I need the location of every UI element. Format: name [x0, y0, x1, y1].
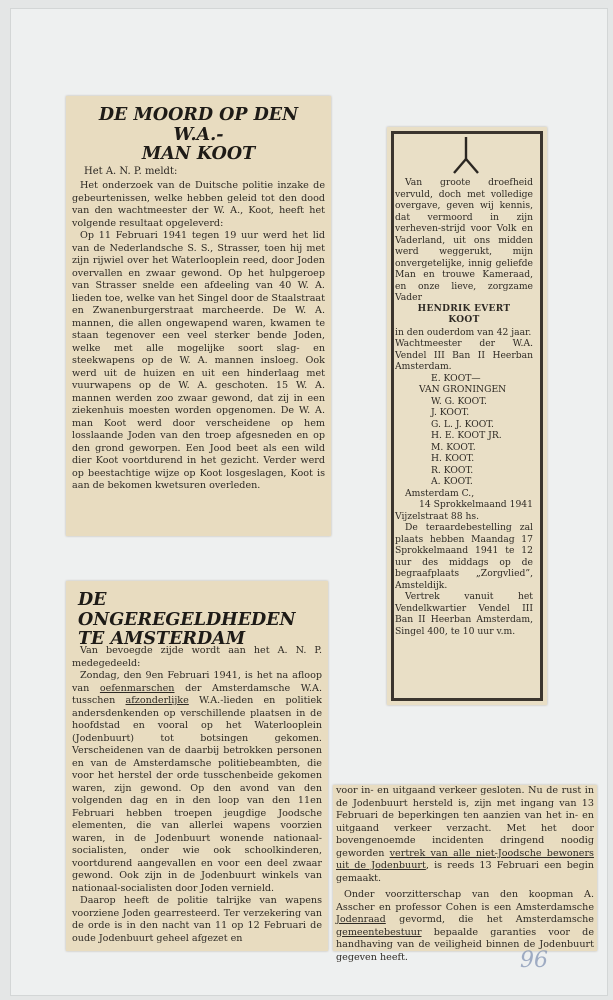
text-run: voor in- en uitgaand verkeer gesloten. Nu de rust in de Jodenbuurt hersteld is, zijn met ingang van 13 Februari de beperkingen ten aanzien van het in- en uitgaand verkeer verzacht. Met het door bovengenoemde incidenten dringend noodig geworden — [336, 785, 594, 859]
obituary-notice — [387, 127, 547, 705]
underlined-text: afzonderlijke — [125, 695, 189, 706]
name-line-2: KOOT — [448, 315, 480, 325]
family-member: E. KOOT— — [431, 372, 481, 384]
clipping1-paragraph: Op 11 Februari 1941 tegen 19 uur werd het lid van de Nederlandsche S. S., Strasser, toen hij met zijn rijwiel over het Waterlooplein reed, door Joden overvallen en zwaar gewond. Op het hulpgeroep van Strasser snelde een afdeeling van 40 W. A. lieden toe, welke van het Singel door de Staalstraat en Zwanenburgerstraat marcheerde. De W. A. mannen, die allen ongewapend waren, kwamen te staan tegenover een veel sterker bende Joden, welke met alle mogelijke soort slag- en steekwapens op de W. A. mannen insloeg. Ook werd uit de huizen en uit een hinderlaag met vuurwapens op de W. A. geschoten. 15 W. A. mannen werden zoo zwaar gewond, dat zij in een ziekenhuis moesten worden opgenomen. De W. A. man Koot werd door verscheidene op hem losslaande Joden van den troep afgesneden en op den grond geworpen. Een Jood beet als een wild dier Koot voortdurend in het gezicht. Verder werd op beestachtige wijze op Koot losgeslagen, Koot is aan de bekomen kwetsuren overleden. — [72, 230, 325, 491]
clipping2-headline — [72, 591, 322, 650]
text-run: bepaalde garanties voor de handhaving van de veiligheid binnen de Jodenbuurt gegeven heeft. — [336, 926, 594, 963]
clipping2-paragraph-2: Daarop heeft de politie talrijke van wapens voorziene Joden gearresteerd. Ter verzekering van de orde is in den nacht van 11 op 12 Februari de oude Jodenbuurt geheel afgezet en — [72, 895, 322, 944]
headline-line-1: DE MOORD OP DEN W.A.- — [98, 105, 299, 145]
headline-line-2: MAN KOOT — [141, 144, 256, 165]
text-run: gevormd, die het Amsterdamsche — [385, 914, 594, 925]
clipping3-body — [336, 785, 594, 964]
archive-stamp — [515, 949, 553, 989]
clipping2-body — [72, 645, 322, 945]
family-member: W. G. KOOT. — [431, 395, 487, 407]
obituary-address: Vijzelstraat 88 hs. — [395, 510, 480, 522]
life-rune-icon — [449, 133, 483, 177]
family-member: VAN GRONINGEN — [419, 384, 507, 395]
clipping2-paragraph-1 — [72, 670, 322, 895]
obituary-funeral: De teraardebestelling zal plaats hebben Maandag 17 Sprokkelmaand 1941 te 12 uur des middags op de begraafplaats „Zorgvlied”, Amsteldijk. — [395, 522, 533, 591]
obituary-place: Amsterdam C., — [405, 487, 475, 499]
clipping-ongeregeldheden — [66, 581, 328, 951]
underlined-text: vertrek van alle niet-Joodsche bewoners uit de Jodenbuurt — [336, 847, 594, 871]
clipping3-paragraph-2 — [336, 889, 594, 964]
clipping1-source: Het A. N. P. meldt: — [84, 166, 178, 177]
clipping3-paragraph-1 — [336, 785, 594, 885]
family-member: R. KOOT. — [431, 464, 474, 476]
family-member: M. KOOT. — [431, 441, 476, 453]
family-member: G. L. J. KOOT. — [431, 418, 494, 430]
clipping1-headline — [72, 106, 325, 165]
headline-line-2: TE AMSTERDAM — [78, 629, 246, 650]
text-run: Onder voorzitterschap van den koopman A. Asscher en professor Cohen is een Amsterdamsche — [336, 889, 594, 913]
obituary-text — [395, 177, 533, 637]
stamp-number: 96 — [520, 948, 548, 973]
family-member: H. KOOT. — [431, 453, 475, 464]
clipping2-source: Van bevoegde zijde wordt aan het A. N. P. medegedeeld: — [72, 645, 322, 669]
obituary-age: in den ouderdom van 42 jaar. — [395, 326, 532, 338]
clipping1-paragraph: Het onderzoek van de Duitsche politie inzake de gebeurtenissen, welke hebben geleid tot den dood van den wachtmeester der W. A., Koot, heeft het volgende resultaat opgeleverd: — [72, 180, 325, 229]
text-run: , is reeds 13 Februari een begin gemaakt. — [336, 860, 594, 884]
clipping-moord-koot — [66, 96, 331, 536]
obituary-rank: Wachtmeester der W.A. Vendel III Ban II Heerban Amsterdam. — [395, 338, 533, 372]
text-run: Zondag, den 9en Februari 1941, is het na afloop van — [72, 670, 322, 694]
family-list — [395, 373, 533, 488]
family-member: A. KOOT. — [431, 476, 473, 487]
text-run: der Amsterdamsche W.A. tusschen — [72, 682, 322, 706]
deceased-name — [395, 304, 533, 327]
underlined-text: Jodenraad — [336, 914, 386, 925]
name-line-1: HENDRIK EVERT — [417, 303, 511, 314]
obituary-intro: Van groote droefheid vervuld, doch met volledige overgave, geven wij kennis, dat vermoord in zijn verheven-strijd voor Volk en Vaderland, uit ons midden werd weggerukt, mijn onvergetelijke, innig geliefde Man en trouwe Kameraad, en onze lieve, zorgzame Vader — [395, 177, 533, 303]
headline-line-1: DE ONGEREGELDHEDEN — [78, 590, 296, 630]
family-member: J. KOOT. — [431, 407, 470, 418]
underlined-text: oefenmarschen — [99, 682, 175, 694]
text-run: W.A.-lieden en politiek andersdenkenden op verschillende plaatsen in de hoofdstad en vooral op het Waterlooplein (Jodenbuurt) tot botsingen gekomen. Verscheidenen van de daarbij betrokken personen en van de Amsterdamsche politiebeambten, die voor het herstel der orde tusschenbeide gekomen waren, zijn gewond. Op den avond van den volgenden dag en in den loop van den 11en Februari hebben troepen jeugdige Joodsche elementen, die van allerlei wapens voorzien waren, in de Jodenbuurt wonende nationaal-socialisten, onder wie ook schoolkinderen, voortdurend aangevallen en voor een deel zwaar gewond. Ook zijn in de Jodenbuurt winkels van nationaal-socialisten door Joden vernield. — [72, 695, 322, 894]
obituary-departure: Vertrek vanuit het Vendelkwartier Vendel III Ban II Heerban Amsterdam, Singel 400, te 10 uur v.m. — [395, 591, 533, 637]
clipping1-body — [72, 180, 325, 493]
underlined-text: gemeentebestuur — [336, 926, 422, 938]
archive-sheet — [10, 8, 608, 996]
obituary-date: 14 Sprokkelmaand 1941 — [419, 499, 533, 510]
family-member: H. E. KOOT JR. — [431, 430, 502, 441]
